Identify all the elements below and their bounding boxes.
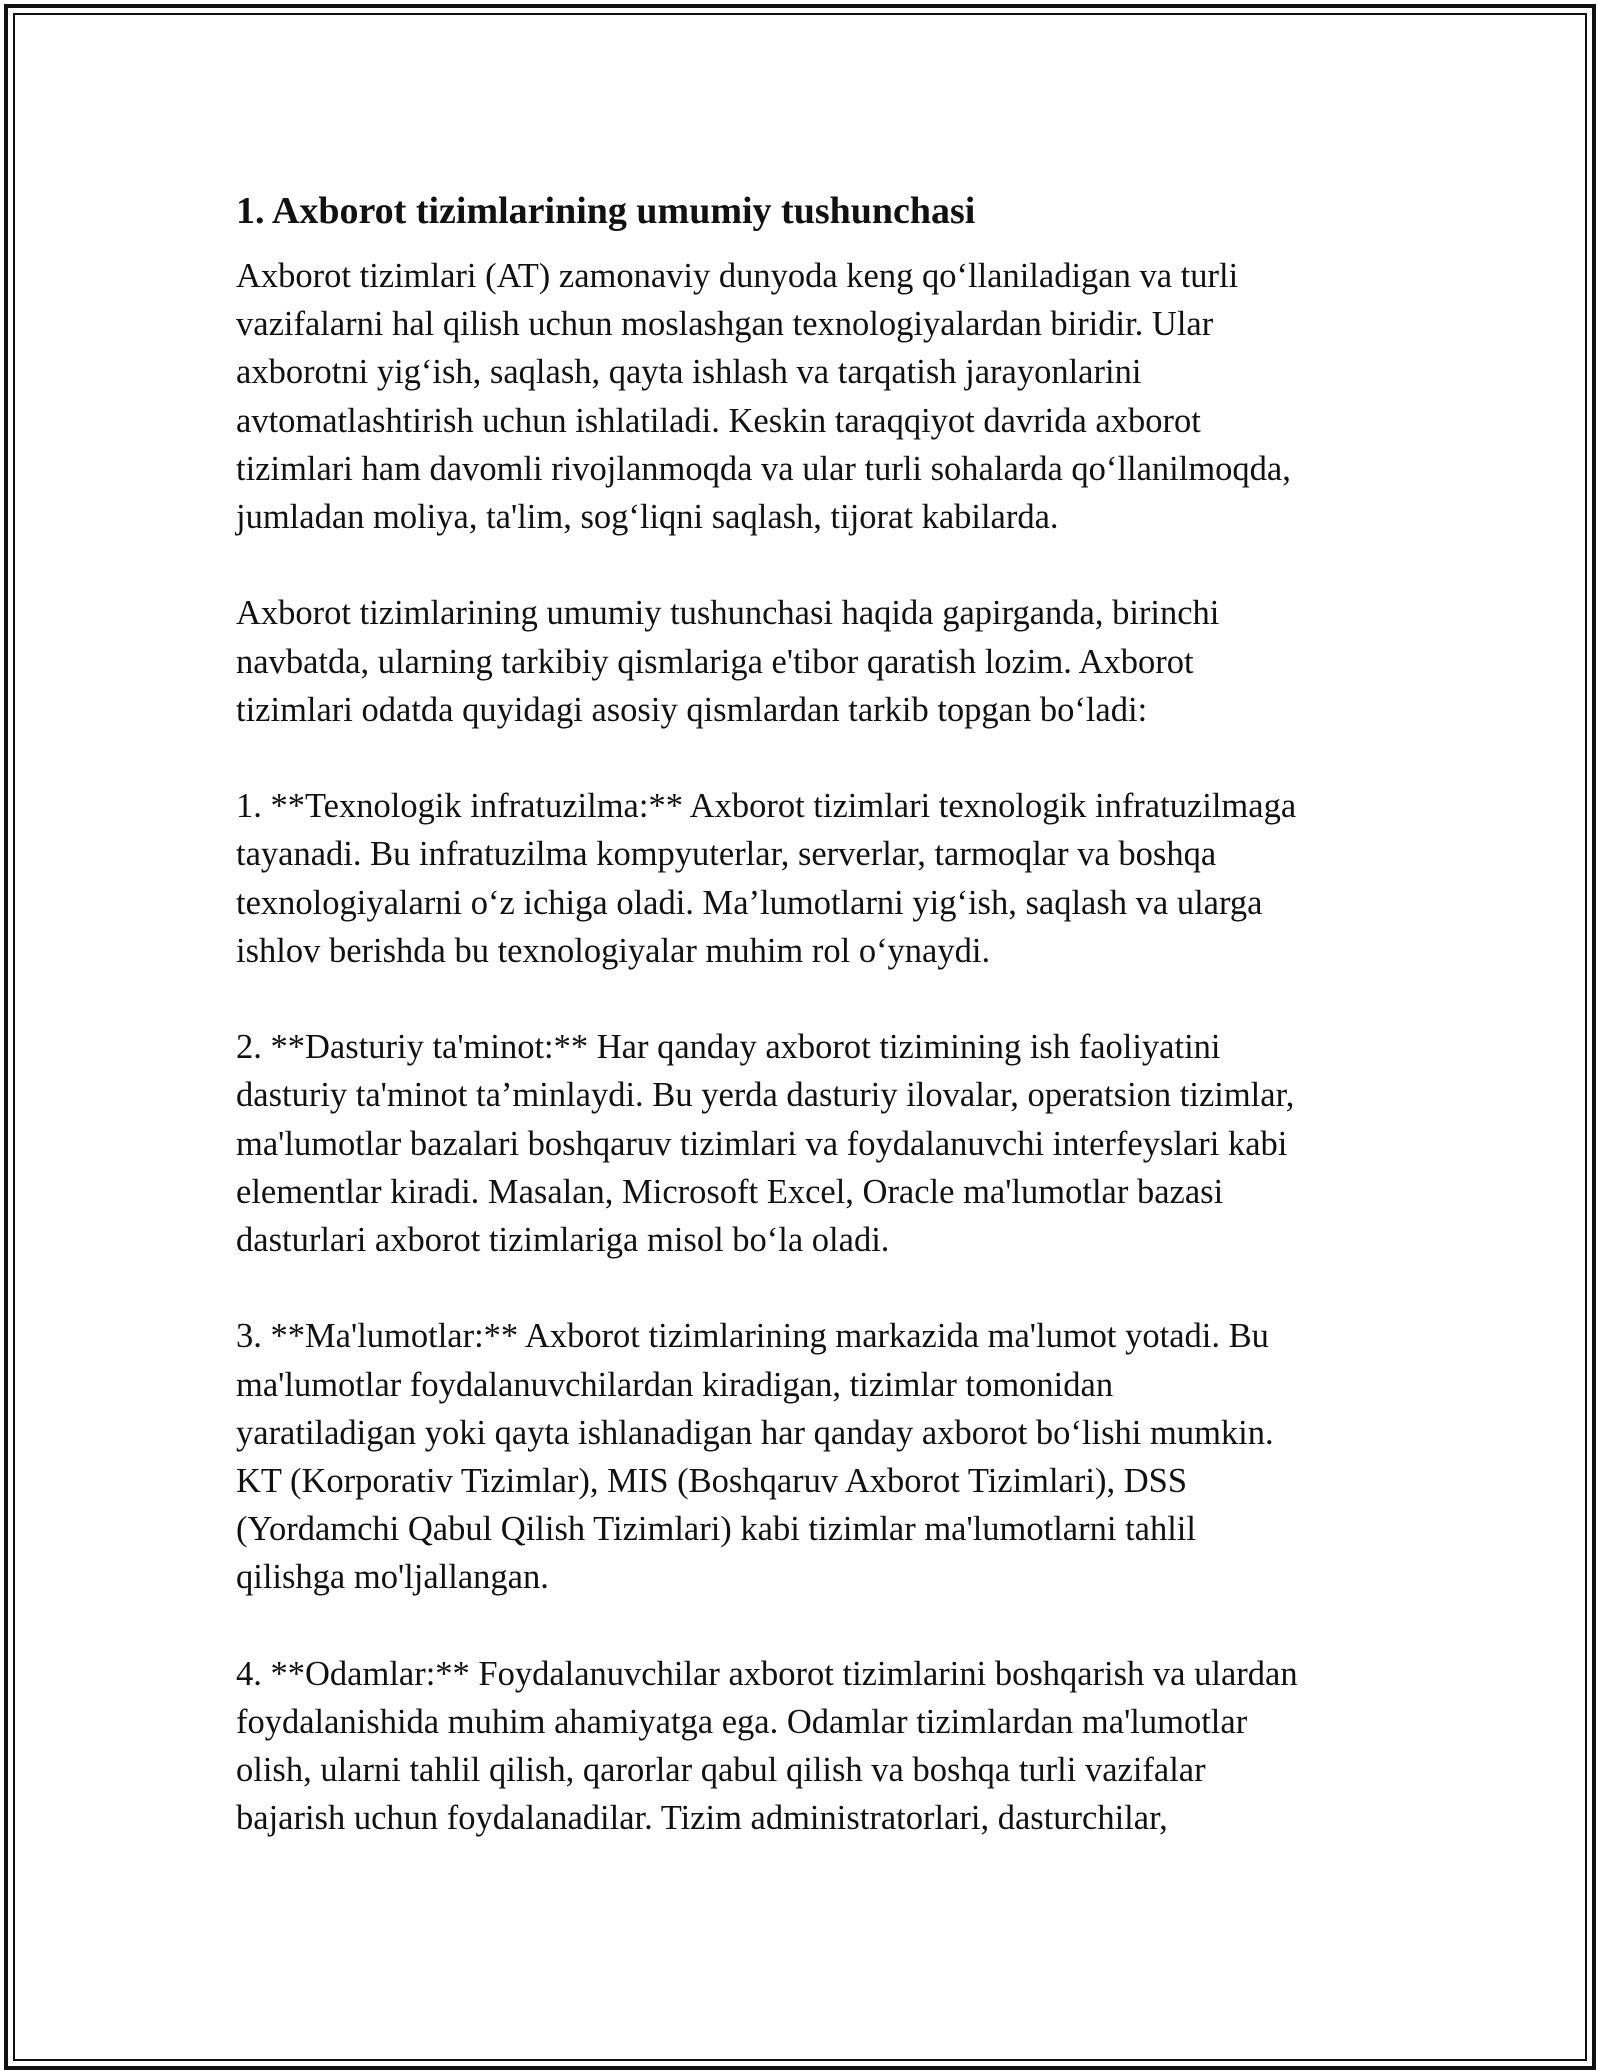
section-heading: 1. Axborot tizimlarining umumiy tushunchasi	[236, 190, 976, 232]
document-body	[236, 186, 1386, 1843]
list-item-software: 2. **Dasturiy ta'minot:** Har qanday axborot tizimining ish faoliyatini dasturiy ta'minot ta’minlaydi. Bu yerda dasturiy ilovalar, operatsion tizimlar, ma'lumotlar bazalari boshqaruv tizimlari va foydalanuvchi interfeyslari kabi elementlar kiradi. Masalan, Microsoft Excel, Oracle ma'lumotlar bazasi dasturlari axborot tizimlariga misol bo‘la oladi.	[236, 1028, 1295, 1260]
list-item-data: 3. **Ma'lumotlar:** Axborot tizimlarining markazida ma'lumot yotadi. Bu ma'lumotlar foydalanuvchilardan kiradigan, tizimlar tomonidan yaratiladigan yoki qayta ishlanadigan har qanday axborot bo‘lishi mumkin. KT (Korporativ Tizimlar), MIS (Boshqaruv Axborot Tizimlari), DSS (Yordamchi Qabul Qilish Tizimlari) kabi tizimlar ma'lumotlarni tahlil qilishga mo'ljallangan.	[236, 1317, 1274, 1597]
list-item-people: 4. **Odamlar:** Foydalanuvchilar axborot tizimlarini boshqarish va ulardan foydalanishida muhim ahamiyatga ega. Odamlar tizimlardan ma'lumotlar olish, ularni tahlil qilish, qarorlar qabul qilish va boshqa turli vazifalar bajarish uchun foydalanadilar. Tizim administratorlari, dasturchilar,	[236, 1654, 1298, 1838]
paragraph-components-intro: Axborot tizimlarining umumiy tushunchasi haqida gapirganda, birinchi navbatda, ularning tarkibiy qismlariga e'tibor qaratish lozim. Axborot tizimlari odatda quyidagi asosiy qismlardan tarkib topgan bo‘ladi:	[236, 594, 1220, 729]
list-item-infrastructure: 1. **Texnologik infratuzilma:** Axborot tizimlari texnologik infratuzilmaga tayanadi. Bu infratuzilma kompyuterlar, serverlar, tarmoqlar va boshqa texnologiyalarni o‘z ichiga oladi. Ma’lumotlarni yig‘ish, saqlash va ularga ishlov berishda bu texnologiyalar muhim rol o‘ynaydi.	[236, 787, 1297, 970]
paragraph-intro: Axborot tizimlari (AT) zamonaviy dunyoda keng qo‘llaniladigan va turli vazifalarni hal qilish uchun moslashgan texnologiyalardan biridir. Ular axborotni yig‘ish, saqlash, qayta ishlash va tarqatish jarayonlarini avtomatlashtirish uchun ishlatiladi. Keskin taraqqiyot davrida axborot tizimlari ham davomli rivojlanmoqda va ular turli sohalarda qo‘llanilmoqda, jumladan moliya, ta'lim, sog‘liqni saqlash, tijorat kabilarda.	[236, 257, 1291, 537]
